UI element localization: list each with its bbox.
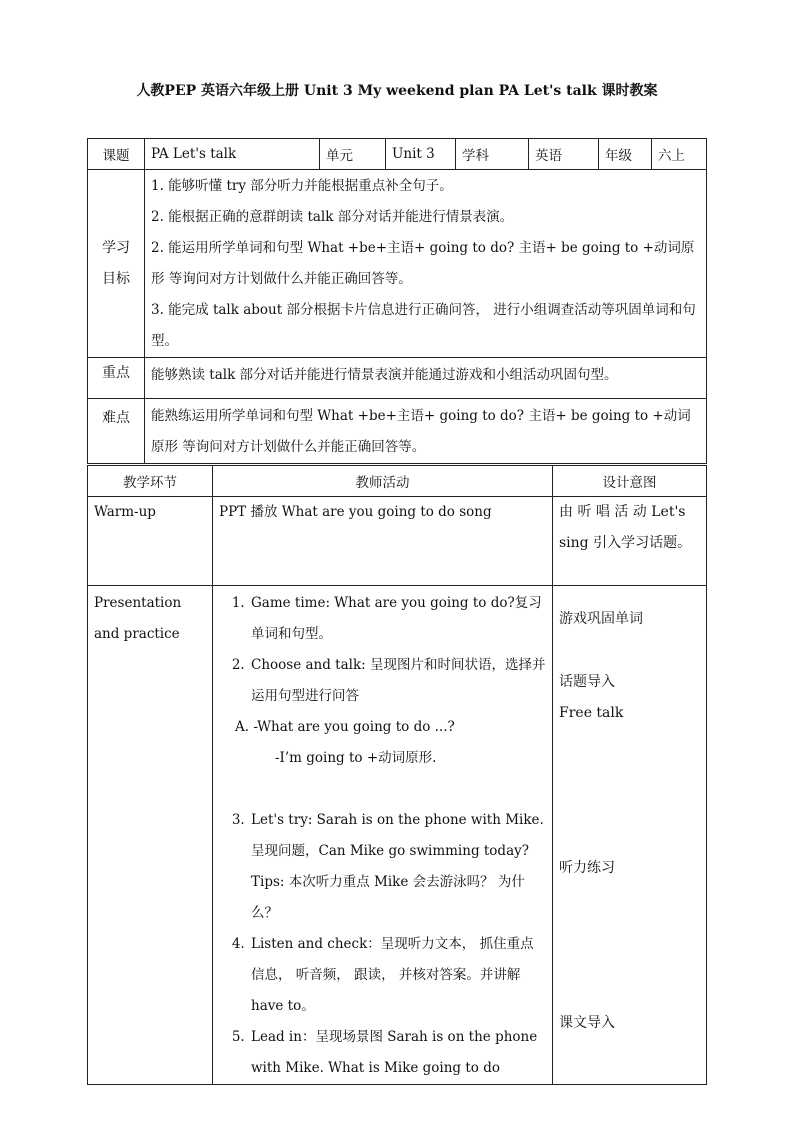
topic-value: PA Let's talk	[145, 139, 320, 170]
header-intent: 设计意图	[553, 466, 707, 497]
step-item: 3. Let's try: Sarah is on the phone with Mike. 呈现问题，Can Mike go swimming today? Tips: 本次听力重点 Mike 会去游泳吗？ 为什么？	[249, 805, 546, 929]
difficulty-text: 能熟练运用所学单词和句型 What +be+主语+ going to do? 主语+ be going to +动词原形 等询问对方计划做什么并能正确回答等。	[145, 399, 707, 464]
step-item: 5. Lead in：呈现场景图 Sarah is on the phone with Mike. What is Mike going to do	[249, 1022, 546, 1084]
warmup-stage: Warm-up	[88, 497, 213, 586]
intent-item: 课文导入	[559, 1015, 615, 1031]
unit-value: Unit 3	[386, 139, 456, 170]
goals-row	[88, 170, 707, 358]
grade-value: 六上	[652, 139, 707, 170]
key-point-text: 能够熟读 talk 部分对话并能进行情景表演并能通过游戏和小组活动巩固句型。	[145, 358, 707, 399]
steps-list-continued	[219, 805, 546, 1084]
step-item: 4. Listen and check：呈现听力文本， 抓住重点信息， 听音频， 跟读， 并核对答案。并讲解 have to。	[249, 929, 546, 1022]
teaching-process-table	[87, 465, 707, 1085]
intent-item: 听力练习	[559, 860, 615, 876]
warmup-row	[88, 497, 707, 586]
grade-label: 年级	[599, 139, 652, 170]
unit-label: 单元	[320, 139, 386, 170]
header-activity: 教师活动	[213, 466, 553, 497]
steps-list	[219, 588, 546, 712]
key-point-row	[88, 358, 707, 399]
key-point-label: 重点	[88, 358, 145, 399]
goals-label-text: 学习目标	[102, 239, 130, 287]
goal-item: 1. 能够听懂 try 部分听力并能根据重点补全句子。	[151, 178, 453, 194]
presentation-stage: Presentation and practice	[88, 586, 213, 1085]
presentation-intent	[553, 586, 707, 1085]
presentation-row	[88, 586, 707, 1085]
sub-question: A. -What are you going to do ...?	[235, 719, 455, 735]
goals-content	[145, 170, 707, 358]
intent-item: Free talk	[559, 705, 624, 721]
goal-item: 2. 能运用所学单词和句型 What +be+主语+ going to do? 主语+ be going to +动词原形 等询问对方计划做什么并能正确回答等。	[151, 240, 695, 287]
process-header-row	[88, 466, 707, 497]
step-item: 2. Choose and talk: 呈现图片和时间状语，选择并运用句型进行问答	[249, 650, 546, 712]
subject-label: 学科	[456, 139, 529, 170]
intent-item: 话题导入	[559, 674, 615, 690]
subject-value: 英语	[529, 139, 599, 170]
presentation-activity	[213, 586, 553, 1085]
warmup-intent: 由 听 唱 活 动 Let's sing 引入学习话题。	[553, 497, 707, 586]
lesson-info-table	[87, 138, 707, 464]
header-stage: 教学环节	[88, 466, 213, 497]
warmup-activity: PPT 播放 What are you going to do song	[213, 497, 553, 586]
goals-label	[88, 170, 145, 358]
difficulty-label: 难点	[88, 399, 145, 464]
info-row	[88, 139, 707, 170]
difficulty-row	[88, 399, 707, 464]
topic-label: 课题	[88, 139, 145, 170]
spacer	[219, 774, 546, 805]
goal-item: 3. 能完成 talk about 部分根据卡片信息进行正确问答， 进行小组调查活动等巩固单词和句型。	[151, 302, 696, 349]
sub-answer: -I’m going to +动词原形.	[275, 750, 437, 766]
intent-item: 游戏巩固单词	[559, 611, 643, 627]
step-item: 1. Game time: What are you going to do?复习单词和句型。	[249, 588, 546, 650]
goal-item: 2. 能根据正确的意群朗读 talk 部分对话并能进行情景表演。	[151, 209, 514, 225]
document-title: 人教PEP 英语六年级上册 Unit 3 My weekend plan PA Let's talk 课时教案	[136, 83, 658, 99]
